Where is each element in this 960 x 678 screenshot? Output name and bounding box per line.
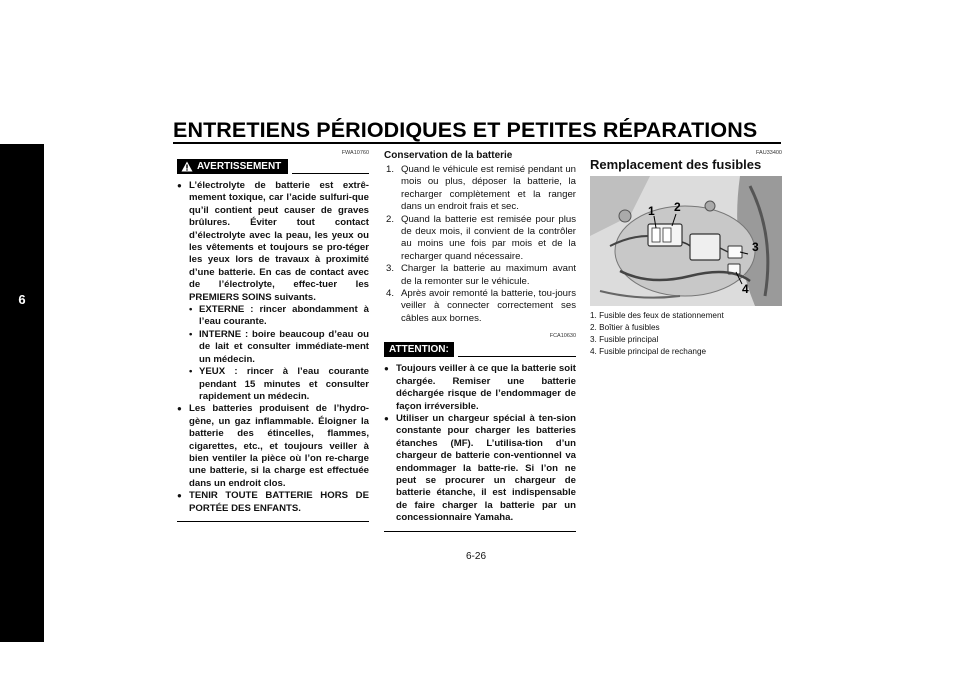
list-item (384, 363, 576, 413)
warning-bullet-text: L’électrolyte de batterie est extrê-mement toxique, car l’acide sulfuri-que qu’il contient peut causer de graves brûlures. Éviter tout contact d’électrolyte avec la peau, les yeux ou les vêtements et toujours se pro-téger les yeux lors de travaux à proximité d’une batterie. En cas de contact avec de l’électrolyte, effec-tuer les PREMIERS SOINS suivants. (189, 180, 369, 303)
step-number: 3. (386, 263, 395, 275)
warning-column (177, 150, 369, 522)
bullet-icon: ● (384, 413, 389, 423)
list-item (384, 164, 576, 214)
warning-header (177, 159, 369, 174)
warning-bullet-text: TENIR TOUTE BATTERIE HORS DE PORTÉE DES ENFANTS. (189, 490, 369, 514)
warning-rule (292, 173, 369, 174)
legend-item: 1. Fusible des feux de stationnement (590, 311, 724, 320)
steps-list (384, 164, 576, 325)
attention-rule (458, 356, 576, 357)
callout-2: 2 (674, 200, 681, 214)
chapter-tab (0, 144, 44, 642)
step-number: 4. (386, 288, 395, 300)
step-number: 2. (386, 213, 395, 225)
bullet-icon: ● (177, 181, 182, 190)
fuse-legend (590, 310, 782, 358)
list-item (189, 329, 369, 366)
legend-item: 3. Fusible principal (590, 335, 659, 344)
warning-end-rule (177, 521, 369, 522)
page-number: 6-26 (466, 551, 487, 562)
sub-bullet-icon: • (189, 366, 193, 378)
attention-body (384, 363, 576, 524)
sub-bullet-text: YEUX : rincer à l’eau courante pendant 15 minutes et consulter rapidement un médecin. (199, 366, 369, 402)
header-rule (173, 142, 781, 144)
storage-column (384, 150, 576, 532)
step-number: 1. (386, 164, 395, 175)
step-text: Quand le véhicule est remisé pendant un mois ou plus, déposer la batterie, la recharger complètement et la ranger dans un endroit frais et sec. (401, 164, 576, 213)
list-item (177, 403, 369, 490)
sub-bullet-text: INTERNE : boire beaucoup d’eau ou de lait et consulter immédiate-ment un médecin. (199, 328, 369, 365)
step-text: Quand la batterie est remisée pour plus de deux mois, il convient de la contrôler au moins une fois par mois et de la recharger quand nécessaire. (401, 213, 576, 262)
list-item (177, 490, 369, 515)
legend-item: 2. Boîtier à fusibles (590, 323, 660, 332)
step-text: Charger la batterie au maximum avant de la remonter sur le véhicule. (401, 263, 576, 287)
attention-bullet-text: Toujours veiller à ce que la batterie soit chargée. Remiser une batterie déchargée risque de l’endommager de façon irréversible. (396, 363, 576, 412)
bullet-icon: ● (177, 491, 182, 501)
warning-bullet-text: Les batteries produisent de l’hydro-gène, un gaz inflammable. Éloigner la batterie des étincelles, flammes, cigarettes, etc., et toujours veiller à bien ventiler la pièce où l’on re-charge une batterie, si la charge est effectuée dans un endroit clos. (189, 403, 369, 489)
bullet-icon: ● (384, 364, 389, 374)
list-item (384, 413, 576, 525)
warning-triangle-icon (181, 161, 193, 172)
sub-bullet-icon: • (189, 328, 193, 340)
list-item (384, 288, 576, 325)
attention-badge: ATTENTION: (384, 342, 454, 357)
section-title: Conservation de la batterie (384, 150, 513, 161)
fuse-box-photo (590, 176, 782, 306)
warning-body (177, 180, 369, 515)
callout-1: 1 (648, 204, 655, 218)
list-item (384, 263, 576, 288)
list-item (177, 180, 369, 403)
callout-4: 4 (742, 282, 749, 296)
fuse-section-code: FAU33400 (756, 150, 782, 156)
warning-badge (177, 159, 288, 174)
legend-item: 4. Fusible principal de rechange (590, 347, 707, 356)
sub-bullet-icon: • (189, 304, 193, 316)
attention-header (384, 342, 576, 357)
callout-3: 3 (752, 240, 759, 254)
chapter-number: 6 (18, 292, 26, 307)
attention-code: FCA10630 (549, 333, 576, 340)
attention-bullet-text: Utiliser un chargeur spécial à ten-sion constante pour charger les batteries étanches (MF). L’utilisa-tion d’un chargeur de batterie con-ventionnel va endommager la batte-rie. Si l’on ne peut se procurer un chargeur de batterie étanche, il est indispensable de faire charger la batterie par un concessionnaire Yamaha. (396, 412, 576, 524)
page-title: ENTRETIENS PÉRIODIQUES ET PETITES RÉPARATIONS (173, 118, 758, 142)
step-text: Après avoir remonté la batterie, tou-jours veiller à connecter correctement ses câbles aux bornes. (401, 288, 576, 324)
fuse-section-title: Remplacement des fusibles (590, 157, 762, 172)
warning-code: FWA10760 (341, 150, 369, 156)
attention-end-rule (384, 531, 576, 532)
fuse-column (590, 150, 782, 358)
bullet-icon: ● (177, 404, 182, 414)
list-item (384, 214, 576, 264)
warning-label: AVERTISSEMENT (197, 161, 282, 172)
sub-bullet-text: EXTERNE : rincer abondamment à l’eau courante. (199, 304, 369, 328)
list-item (189, 304, 369, 329)
list-item (189, 366, 369, 403)
